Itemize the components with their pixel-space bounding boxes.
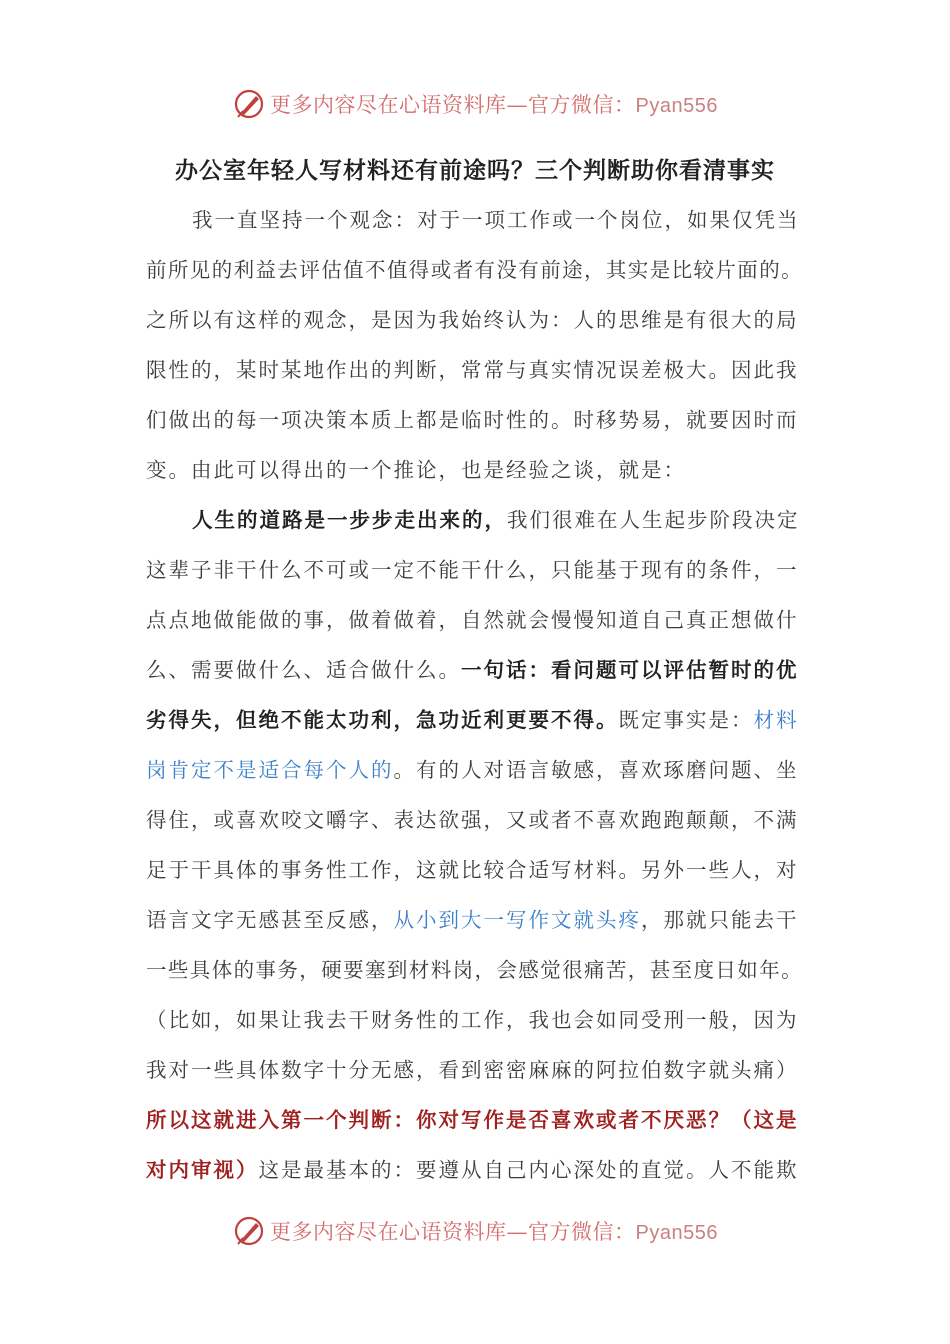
- body-line: 岗肯定不是适合每个人的。有的人对语言敏感，喜欢琢磨问题、坐: [146, 758, 799, 782]
- body-line: 这辈子非干什么不可或一定不能干什么，只能基于现有的条件，一: [146, 558, 799, 582]
- body-line: 一些具体的事务，硬要塞到材料岗，会感觉很痛苦，甚至度日如年。: [146, 958, 803, 982]
- body-line: 么、需要做什么、适合做什么。一句话：看问题可以评估暂时的优: [146, 658, 799, 682]
- body-line: 点点地做能做的事，做着做着，自然就会慢慢知道自己真正想做什: [146, 608, 799, 632]
- body-line: 们做出的每一项决策本质上都是临时性的。时移势易，就要因时而: [146, 408, 799, 432]
- wechat-id: Pyan556: [635, 95, 718, 117]
- body-line: 我一直坚持一个观念：对于一项工作或一个岗位，如果仅凭当: [192, 208, 800, 232]
- pen-logo-icon: [232, 87, 266, 121]
- body-line: 对内审视）这是最基本的：要遵从自己内心深处的直觉。人不能欺: [146, 1158, 799, 1182]
- banner-text: 更多内容尽在心语资料库—官方微信：Pyan556: [270, 1220, 718, 1244]
- header-banner: [0, 84, 950, 124]
- body-line: 足于干具体的事务性工作，这就比较合适写材料。另外一些人，对: [146, 858, 799, 882]
- body-line: （比如，如果让我去干财务性的工作，我也会如同受刑一般，因为: [146, 1008, 799, 1032]
- body-line: 劣得失，但绝不能太功利，急功近利更要不得。既定事实是：材料: [146, 708, 799, 732]
- pen-logo-icon: [232, 1214, 266, 1248]
- article-title: 办公室年轻人写材料还有前途吗？三个判断助你看清事实: [175, 157, 775, 184]
- body-line: 人生的道路是一步步走出来的，我们很难在人生起步阶段决定: [192, 508, 800, 532]
- footer-banner: [0, 1211, 950, 1251]
- body-line: 我对一些具体数字十分无感，看到密密麻麻的阿拉伯数字就头痛）: [146, 1058, 799, 1082]
- highlight-link: 岗肯定不是适合每个人的: [146, 758, 394, 782]
- highlight-link: 材料: [753, 708, 799, 732]
- body-line: 前所见的利益去评估值不值得或者有没有前途，其实是比较片面的。: [146, 258, 803, 282]
- body-line: 得住，或喜欢咬文嚼字、表达欲强，又或者不喜欢跑跑颠颠，不满: [146, 808, 799, 832]
- body-line: 限性的，某时某地作出的判断，常常与真实情况误差极大。因此我: [146, 358, 799, 382]
- body-line: 之所以有这样的观念，是因为我始终认为：人的思维是有很大的局: [146, 308, 799, 332]
- wechat-id: Pyan556: [635, 1222, 718, 1244]
- banner-text: 更多内容尽在心语资料库—官方微信：Pyan556: [270, 93, 718, 117]
- body-line: 所以这就进入第一个判断：你对写作是否喜欢或者不厌恶？（这是: [146, 1108, 799, 1132]
- highlight-link: 从小到大一写作文就头疼: [393, 908, 641, 932]
- body-line: 变。由此可以得出的一个推论，也是经验之谈，就是：: [146, 458, 686, 482]
- body-line: 语言文字无感甚至反感，从小到大一写作文就头疼，那就只能去干: [146, 908, 799, 932]
